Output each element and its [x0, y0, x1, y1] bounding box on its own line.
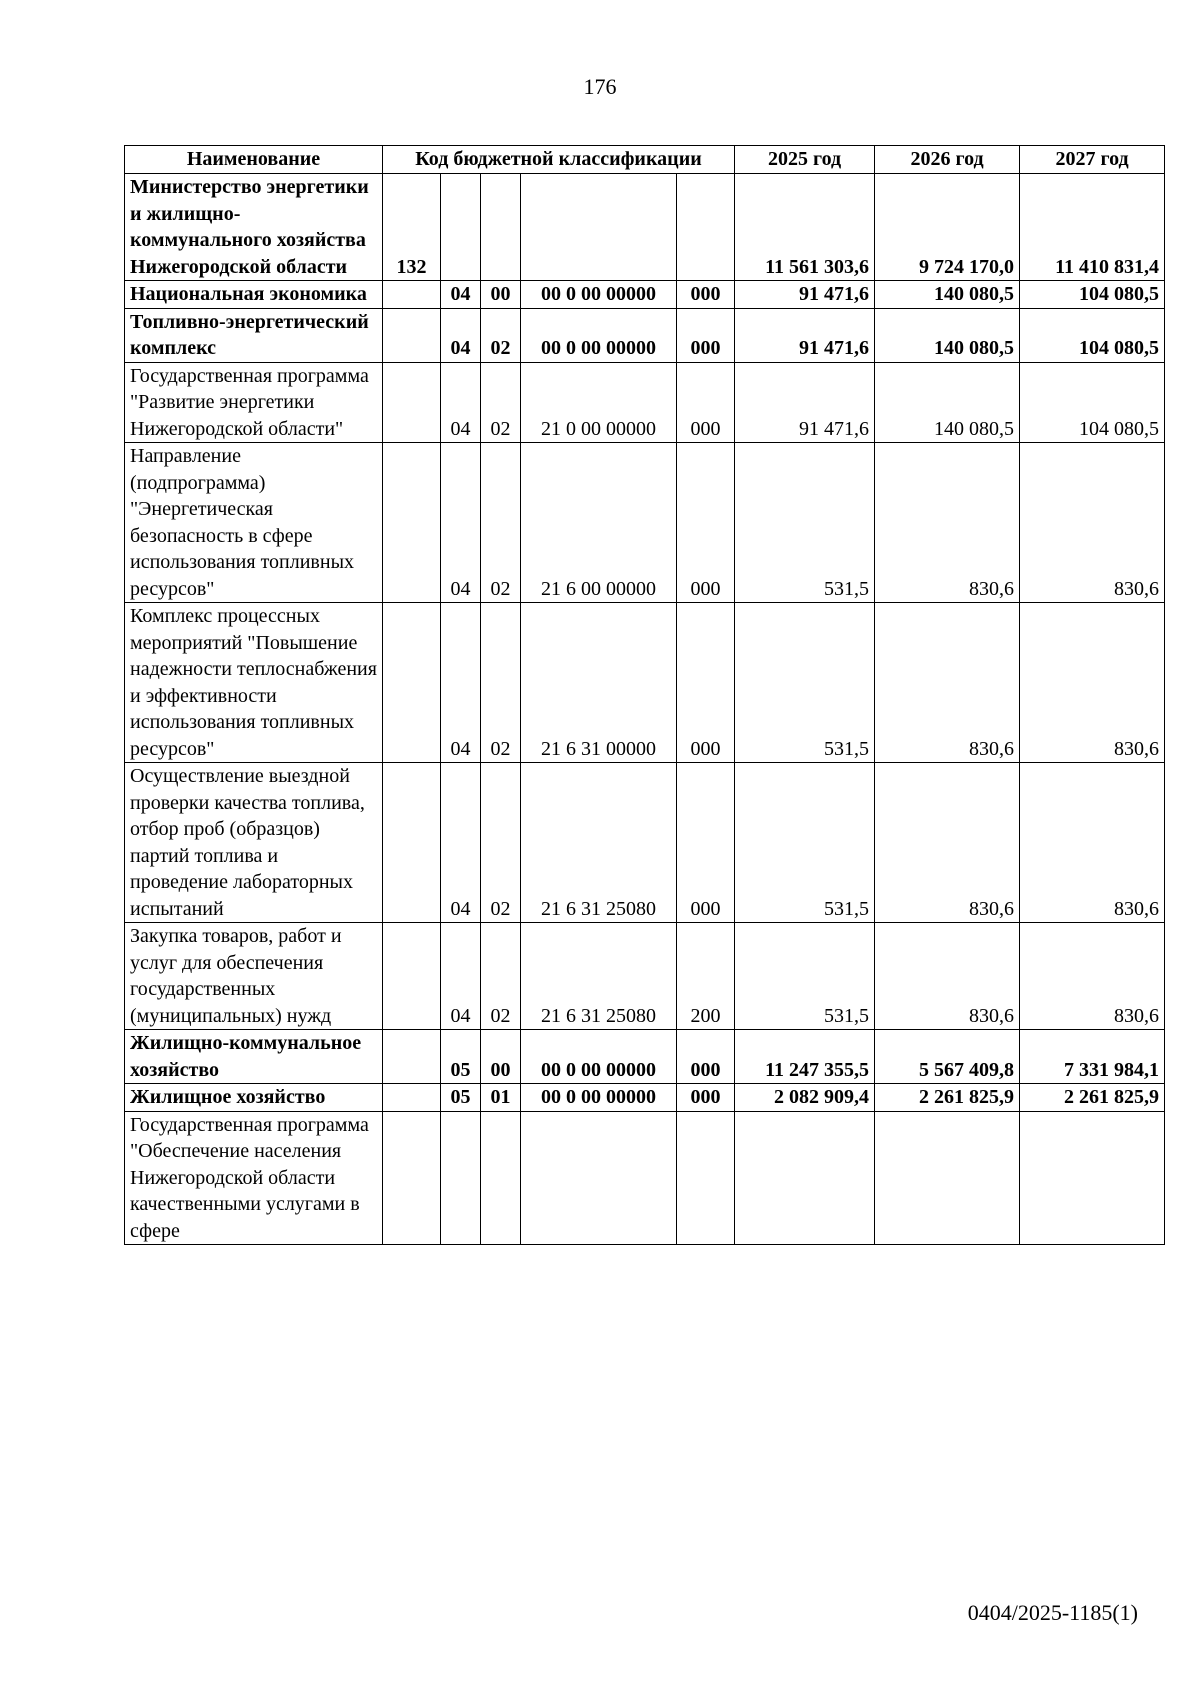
table-row — [125, 1084, 1165, 1112]
row-amount-2025: 91 471,6 — [735, 308, 875, 362]
row-expense-type: 000 — [677, 1084, 735, 1112]
header-2026: 2026 год — [875, 146, 1020, 174]
row-gr-code — [383, 1030, 441, 1084]
row-target-article: 00 0 00 00000 — [521, 1084, 677, 1112]
row-amount-2025: 531,5 — [735, 443, 875, 603]
table-row — [125, 443, 1165, 603]
page-number: 176 — [583, 74, 617, 99]
row-gr-code — [383, 603, 441, 763]
row-section-code: 04 — [441, 763, 481, 923]
table-row — [125, 603, 1165, 763]
row-amount-2025: 91 471,6 — [735, 362, 875, 443]
row-amount-2027: 104 080,5 — [1020, 281, 1165, 309]
table-row — [125, 1030, 1165, 1084]
row-target-article: 00 0 00 00000 — [521, 1030, 677, 1084]
row-name: Осуществление выездной проверки качества топлива, отбор проб (образцов) партий топлива и проведение лабораторных испытаний — [125, 763, 383, 923]
row-name: Закупка товаров, работ и услуг для обеспечения государственных (муниципальных) нужд — [125, 923, 383, 1030]
row-target-article: 21 6 31 25080 — [521, 763, 677, 923]
row-expense-type: 000 — [677, 603, 735, 763]
row-name: Направление (подпрограмма) "Энергетическая безопасность в сфере использования топливных ресурсов" — [125, 443, 383, 603]
row-amount-2026: 2 261 825,9 — [875, 1084, 1020, 1112]
row-section-code: 05 — [441, 1030, 481, 1084]
row-amount-2025: 531,5 — [735, 763, 875, 923]
row-gr-code — [383, 923, 441, 1030]
row-expense-type: 000 — [677, 308, 735, 362]
row-amount-2027 — [1020, 1111, 1165, 1245]
row-expense-type: 000 — [677, 1030, 735, 1084]
row-expense-type: 000 — [677, 281, 735, 309]
row-amount-2027: 830,6 — [1020, 603, 1165, 763]
header-name: Наименование — [125, 146, 383, 174]
row-amount-2026: 9 724 170,0 — [875, 174, 1020, 281]
row-subsection-code: 02 — [481, 443, 521, 603]
row-gr-code — [383, 763, 441, 923]
row-amount-2027: 7 331 984,1 — [1020, 1030, 1165, 1084]
row-amount-2025 — [735, 1111, 875, 1245]
row-section-code: 04 — [441, 443, 481, 603]
row-gr-code — [383, 443, 441, 603]
table-row — [125, 763, 1165, 923]
document-code: 0404/2025-1185(1) — [967, 1600, 1138, 1625]
row-expense-type: 000 — [677, 763, 735, 923]
row-expense-type — [677, 174, 735, 281]
table-row — [125, 1111, 1165, 1245]
row-amount-2025: 2 082 909,4 — [735, 1084, 875, 1112]
table-row — [125, 362, 1165, 443]
row-amount-2026: 830,6 — [875, 443, 1020, 603]
row-section-code — [441, 1111, 481, 1245]
table-body — [125, 174, 1165, 1245]
row-gr-code — [383, 281, 441, 309]
row-name: Жилищное хозяйство — [125, 1084, 383, 1112]
row-target-article: 00 0 00 00000 — [521, 308, 677, 362]
row-expense-type: 000 — [677, 362, 735, 443]
row-subsection-code: 02 — [481, 362, 521, 443]
row-section-code: 04 — [441, 923, 481, 1030]
row-target-article: 21 6 31 25080 — [521, 923, 677, 1030]
row-target-article: 21 0 00 00000 — [521, 362, 677, 443]
row-name: Государственная программа "Развитие энергетики Нижегородской области" — [125, 362, 383, 443]
row-subsection-code: 02 — [481, 923, 521, 1030]
table-row — [125, 281, 1165, 309]
row-amount-2025: 91 471,6 — [735, 281, 875, 309]
row-amount-2027: 104 080,5 — [1020, 308, 1165, 362]
row-section-code: 05 — [441, 1084, 481, 1112]
budget-table — [124, 145, 1165, 1245]
row-gr-code: 132 — [383, 174, 441, 281]
table-row — [125, 923, 1165, 1030]
row-target-article — [521, 1111, 677, 1245]
row-amount-2026: 5 567 409,8 — [875, 1030, 1020, 1084]
row-amount-2026: 140 080,5 — [875, 362, 1020, 443]
row-amount-2027: 11 410 831,4 — [1020, 174, 1165, 281]
row-gr-code — [383, 308, 441, 362]
row-section-code: 04 — [441, 308, 481, 362]
row-subsection-code: 02 — [481, 308, 521, 362]
row-amount-2027: 830,6 — [1020, 763, 1165, 923]
row-amount-2026: 830,6 — [875, 923, 1020, 1030]
row-subsection-code: 00 — [481, 281, 521, 309]
row-amount-2027: 2 261 825,9 — [1020, 1084, 1165, 1112]
row-amount-2026 — [875, 1111, 1020, 1245]
row-name: Топливно-энергетический комплекс — [125, 308, 383, 362]
row-amount-2025: 531,5 — [735, 923, 875, 1030]
row-expense-type: 000 — [677, 443, 735, 603]
table-row — [125, 174, 1165, 281]
row-subsection-code — [481, 174, 521, 281]
row-name: Комплекс процессных мероприятий "Повышение надежности теплоснабжения и эффективности использования топливных ресурсов" — [125, 603, 383, 763]
header-2027: 2027 год — [1020, 146, 1165, 174]
row-amount-2026: 140 080,5 — [875, 281, 1020, 309]
row-gr-code — [383, 1084, 441, 1112]
row-subsection-code: 01 — [481, 1084, 521, 1112]
row-target-article: 00 0 00 00000 — [521, 281, 677, 309]
row-target-article — [521, 174, 677, 281]
row-amount-2025: 11 561 303,6 — [735, 174, 875, 281]
header-2025: 2025 год — [735, 146, 875, 174]
row-subsection-code — [481, 1111, 521, 1245]
row-amount-2027: 104 080,5 — [1020, 362, 1165, 443]
row-gr-code — [383, 362, 441, 443]
row-subsection-code: 02 — [481, 763, 521, 923]
row-expense-type — [677, 1111, 735, 1245]
row-expense-type: 200 — [677, 923, 735, 1030]
header-code: Код бюджетной классификации — [383, 146, 735, 174]
row-amount-2027: 830,6 — [1020, 923, 1165, 1030]
row-section-code: 04 — [441, 362, 481, 443]
row-amount-2025: 11 247 355,5 — [735, 1030, 875, 1084]
row-name: Министерство энергетики и жилищно-коммунального хозяйства Нижегородской области — [125, 174, 383, 281]
row-name: Жилищно-коммунальное хозяйство — [125, 1030, 383, 1084]
row-amount-2026: 830,6 — [875, 763, 1020, 923]
row-target-article: 21 6 00 00000 — [521, 443, 677, 603]
row-amount-2026: 140 080,5 — [875, 308, 1020, 362]
row-name: Государственная программа "Обеспечение населения Нижегородской области качественными услугами в сфере — [125, 1111, 383, 1245]
row-amount-2027: 830,6 — [1020, 443, 1165, 603]
row-section-code — [441, 174, 481, 281]
row-section-code: 04 — [441, 281, 481, 309]
row-subsection-code: 02 — [481, 603, 521, 763]
row-amount-2026: 830,6 — [875, 603, 1020, 763]
row-gr-code — [383, 1111, 441, 1245]
table-header-row — [125, 146, 1165, 174]
row-target-article: 21 6 31 00000 — [521, 603, 677, 763]
row-section-code: 04 — [441, 603, 481, 763]
table-row — [125, 308, 1165, 362]
row-subsection-code: 00 — [481, 1030, 521, 1084]
row-name: Национальная экономика — [125, 281, 383, 309]
row-amount-2025: 531,5 — [735, 603, 875, 763]
